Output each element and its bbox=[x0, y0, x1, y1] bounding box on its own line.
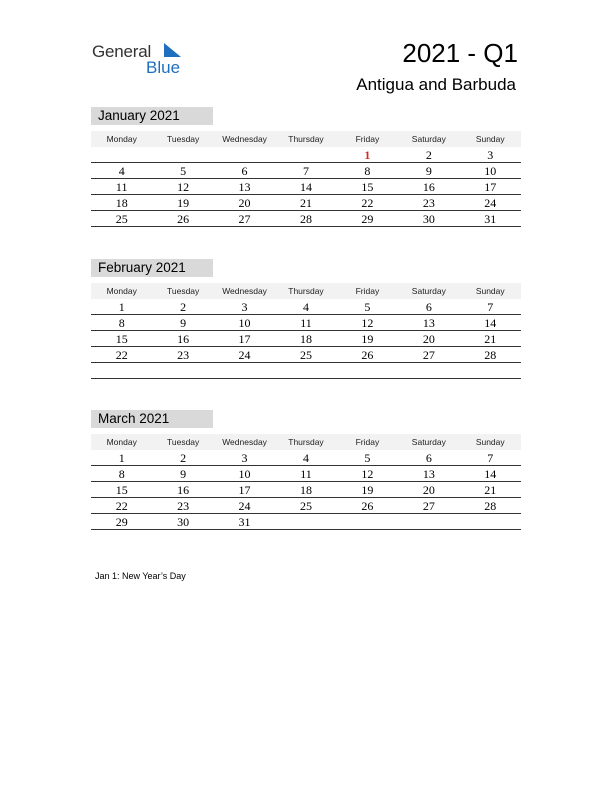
day-cell: 26 bbox=[361, 348, 374, 362]
day-cell: 9 bbox=[180, 467, 187, 481]
day-cell: 8 bbox=[118, 316, 125, 330]
day-cell: 19 bbox=[361, 483, 374, 497]
day-cell: 24 bbox=[484, 196, 497, 210]
week-row bbox=[91, 363, 521, 379]
day-cell: 8 bbox=[364, 164, 371, 178]
page-title: 2021 - Q1 bbox=[402, 38, 518, 68]
day-cell: 17 bbox=[238, 483, 251, 497]
day-cell: 13 bbox=[238, 180, 251, 194]
weekday-label: Saturday bbox=[411, 286, 446, 296]
day-cell: 3 bbox=[241, 300, 248, 314]
month-title: February 2021 bbox=[91, 259, 213, 277]
day-cell: 5 bbox=[180, 164, 187, 178]
week-row bbox=[91, 211, 521, 227]
day-cell: 1 bbox=[364, 148, 371, 162]
empty-day-cell bbox=[460, 514, 521, 529]
empty-day-cell bbox=[275, 147, 336, 162]
week-row bbox=[91, 195, 521, 211]
weekday-label: Wednesday bbox=[222, 437, 267, 447]
day-cell: 21 bbox=[484, 483, 497, 497]
weekday-label: Monday bbox=[106, 134, 137, 144]
weekday-label: Thursday bbox=[288, 286, 324, 296]
month-title: March 2021 bbox=[91, 410, 213, 428]
empty-day-cell bbox=[275, 514, 336, 529]
weekday-label: Thursday bbox=[288, 437, 324, 447]
day-cell: 12 bbox=[361, 316, 374, 330]
generalblue-logo bbox=[92, 40, 202, 80]
empty-day-cell bbox=[214, 363, 275, 378]
day-cell: 7 bbox=[487, 451, 494, 465]
day-cell: 31 bbox=[484, 212, 497, 226]
day-cell: 14 bbox=[299, 180, 312, 194]
day-cell: 22 bbox=[361, 196, 374, 210]
day-cell: 10 bbox=[484, 164, 497, 178]
day-cell: 2 bbox=[425, 148, 432, 162]
day-cell: 7 bbox=[302, 164, 309, 178]
day-cell: 29 bbox=[115, 515, 128, 529]
weekday-label: Monday bbox=[106, 286, 137, 296]
week-row bbox=[91, 450, 521, 466]
day-cell: 1 bbox=[118, 300, 125, 314]
weekday-label: Saturday bbox=[411, 437, 446, 447]
day-cell: 10 bbox=[238, 467, 251, 481]
empty-day-cell bbox=[152, 147, 213, 162]
weekday-header-row bbox=[91, 131, 521, 147]
day-cell: 26 bbox=[361, 499, 374, 513]
day-cell: 16 bbox=[177, 332, 190, 346]
week-row bbox=[91, 347, 521, 363]
weekday-label: Thursday bbox=[288, 134, 324, 144]
holiday-note: Jan 1: New Year’s Day bbox=[95, 571, 186, 581]
weekday-label: Friday bbox=[355, 286, 380, 296]
day-cell: 22 bbox=[115, 348, 128, 362]
day-cell: 28 bbox=[484, 499, 497, 513]
logo-triangle-icon bbox=[162, 42, 182, 58]
day-cell: 16 bbox=[177, 483, 190, 497]
day-cell: 30 bbox=[422, 212, 435, 226]
day-cell: 9 bbox=[425, 164, 432, 178]
day-cell: 11 bbox=[300, 316, 312, 330]
empty-day-cell bbox=[337, 514, 398, 529]
day-cell: 11 bbox=[115, 180, 128, 194]
day-cell: 26 bbox=[177, 212, 190, 226]
empty-day-cell bbox=[214, 147, 275, 162]
day-cell: 2 bbox=[180, 451, 187, 465]
logo-text-general: General bbox=[92, 42, 152, 61]
day-cell: 15 bbox=[115, 332, 128, 346]
day-cell: 4 bbox=[302, 300, 309, 314]
day-cell: 21 bbox=[299, 196, 312, 210]
day-cell: 6 bbox=[425, 300, 432, 314]
day-cell: 16 bbox=[422, 180, 435, 194]
day-cell: 17 bbox=[484, 180, 497, 194]
day-cell: 13 bbox=[422, 316, 435, 330]
empty-day-cell bbox=[398, 514, 459, 529]
day-cell: 22 bbox=[115, 499, 128, 513]
day-cell: 23 bbox=[422, 196, 435, 210]
week-row bbox=[91, 179, 521, 195]
day-cell: 28 bbox=[299, 212, 312, 226]
month-block bbox=[91, 410, 521, 530]
month-title: January 2021 bbox=[91, 107, 213, 125]
day-cell: 27 bbox=[238, 212, 251, 226]
week-row bbox=[91, 147, 521, 163]
weekday-label: Sunday bbox=[475, 134, 505, 144]
day-cell: 20 bbox=[422, 483, 435, 497]
day-cell: 6 bbox=[425, 451, 432, 465]
day-cell: 20 bbox=[238, 196, 251, 210]
day-cell: 4 bbox=[302, 451, 309, 465]
day-cell: 31 bbox=[238, 515, 251, 529]
day-cell: 10 bbox=[238, 316, 251, 330]
empty-day-cell bbox=[460, 363, 521, 378]
weekday-label: Sunday bbox=[475, 437, 505, 447]
month-block bbox=[91, 259, 521, 379]
week-row bbox=[91, 331, 521, 347]
day-cell: 13 bbox=[422, 467, 435, 481]
week-row bbox=[91, 498, 521, 514]
week-row bbox=[91, 315, 521, 331]
logo-text-blue: Blue bbox=[146, 58, 181, 77]
weekday-label: Wednesday bbox=[222, 286, 267, 296]
day-cell: 18 bbox=[115, 196, 128, 210]
empty-day-cell bbox=[152, 363, 213, 378]
day-cell: 8 bbox=[118, 467, 125, 481]
day-cell: 4 bbox=[118, 164, 125, 178]
day-cell: 18 bbox=[299, 483, 312, 497]
day-cell: 9 bbox=[180, 316, 187, 330]
day-cell: 21 bbox=[484, 332, 497, 346]
day-cell: 23 bbox=[177, 348, 190, 362]
weekday-label: Friday bbox=[355, 437, 380, 447]
day-cell: 12 bbox=[361, 467, 374, 481]
day-cell: 28 bbox=[484, 348, 497, 362]
day-cell: 29 bbox=[361, 212, 374, 226]
day-cell: 7 bbox=[487, 300, 494, 314]
day-cell: 14 bbox=[484, 316, 497, 330]
weekday-label: Tuesday bbox=[166, 286, 200, 296]
day-cell: 15 bbox=[361, 180, 374, 194]
day-cell: 19 bbox=[361, 332, 374, 346]
empty-day-cell bbox=[337, 363, 398, 378]
day-cell: 30 bbox=[177, 515, 190, 529]
day-cell: 17 bbox=[238, 332, 251, 346]
day-cell: 5 bbox=[364, 451, 371, 465]
weekday-label: Friday bbox=[355, 134, 380, 144]
week-row bbox=[91, 466, 521, 482]
day-cell: 25 bbox=[299, 499, 312, 513]
weekday-label: Tuesday bbox=[166, 437, 200, 447]
day-cell: 23 bbox=[177, 499, 190, 513]
week-row bbox=[91, 514, 521, 530]
month-block bbox=[91, 107, 521, 227]
empty-day-cell bbox=[398, 363, 459, 378]
day-cell: 11 bbox=[300, 467, 312, 481]
day-cell: 6 bbox=[241, 164, 248, 178]
weekday-label: Monday bbox=[106, 437, 137, 447]
day-cell: 3 bbox=[241, 451, 248, 465]
weekday-header-row bbox=[91, 434, 521, 450]
day-cell: 20 bbox=[422, 332, 435, 346]
day-cell: 5 bbox=[364, 300, 371, 314]
day-cell: 18 bbox=[299, 332, 312, 346]
day-cell: 1 bbox=[118, 451, 125, 465]
empty-day-cell bbox=[91, 363, 152, 378]
week-row bbox=[91, 482, 521, 498]
week-row bbox=[91, 299, 521, 315]
day-cell: 2 bbox=[180, 300, 187, 314]
day-cell: 14 bbox=[484, 467, 497, 481]
day-cell: 27 bbox=[422, 499, 435, 513]
day-cell: 24 bbox=[238, 499, 251, 513]
empty-day-cell bbox=[275, 363, 336, 378]
day-cell: 25 bbox=[115, 212, 128, 226]
day-cell: 25 bbox=[299, 348, 312, 362]
weekday-header-row bbox=[91, 283, 521, 299]
holiday-notes bbox=[95, 571, 186, 581]
empty-day-cell bbox=[91, 147, 152, 162]
day-cell: 27 bbox=[422, 348, 435, 362]
day-cell: 3 bbox=[487, 148, 494, 162]
day-cell: 24 bbox=[238, 348, 251, 362]
country-name: Antigua and Barbuda bbox=[356, 75, 516, 94]
week-row bbox=[91, 163, 521, 179]
weekday-label: Wednesday bbox=[222, 134, 267, 144]
weekday-label: Sunday bbox=[475, 286, 505, 296]
day-cell: 19 bbox=[177, 196, 190, 210]
weekday-label: Saturday bbox=[411, 134, 446, 144]
weekday-label: Tuesday bbox=[166, 134, 200, 144]
day-cell: 12 bbox=[177, 180, 190, 194]
day-cell: 15 bbox=[115, 483, 128, 497]
